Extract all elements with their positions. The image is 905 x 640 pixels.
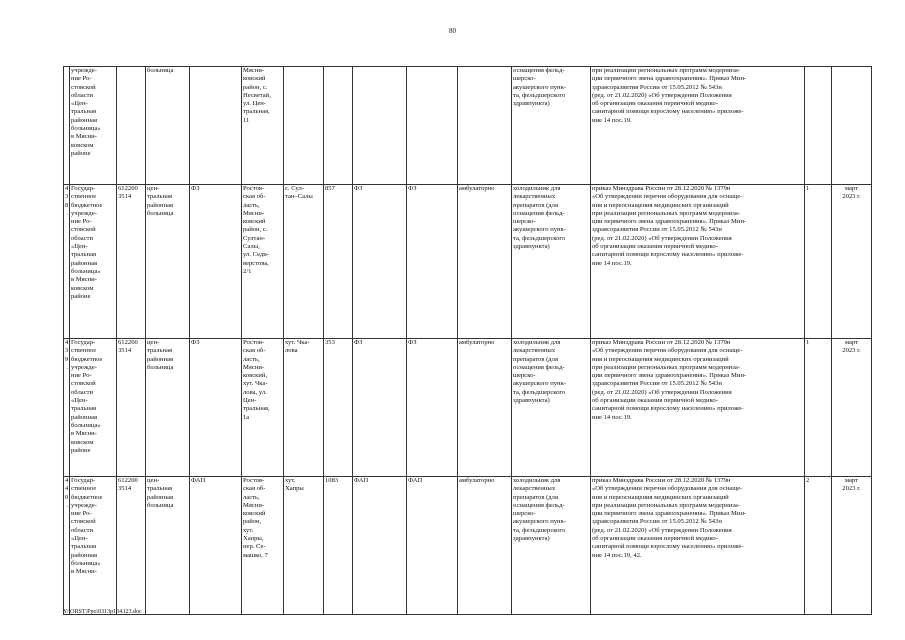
organization-code-cell: 612200 3514 bbox=[117, 185, 146, 339]
parent-organization-cell: цен- тральная районная больница bbox=[146, 339, 190, 477]
legal-basis-cell: приказ Минздрава России от 28.12.2020 № 1379н «Об утверждении перечня оборудования для оснаще- ния и переоснащения медицинских организаций при реализации региональных программ модерниза- ции первичного звена здравоохранения». Приказ Мин- здравсоразвития России от 15.05.2012 № 543н (ред. от 21.02.2020) «Об утверждении Положения об организации оказания первичной медико- санитарной помощи взрослому населению» приложе- ние 14 пос.19. bbox=[591, 185, 805, 339]
equipment-name-cell: холодильник для лекарственных препаратов (для оснащения фельд- шерско- акушерского пунк- та, фельдшерского здравпункта) bbox=[512, 185, 591, 339]
quantity-cell bbox=[805, 67, 832, 185]
unit-kind-secondary-cell: ФЗ bbox=[407, 339, 458, 477]
equipment-name-cell: оснащения фельд- шерско- акушерского пунк- та, фельдшерского здравпункта) bbox=[512, 67, 591, 185]
population-cell bbox=[324, 67, 353, 185]
unit-kind-secondary-cell bbox=[407, 67, 458, 185]
legal-basis-cell: приказ Минздрава России от 28.12.2020 № 1379н «Об утверждении перечня оборудования для оснаще- ния и переоснащения медицинских организаций при реализации региональных программ модерниза- ции первичного звена здравоохранения». Приказ Мин- здравсоразвития России от 15.05.2012 № 543н (ред. от 21.02.2020) «Об утверждении Положения об организации оказания первичной медико- санитарной помощи взрослому населению» приложе- ние 14 пос.19, 42. bbox=[591, 477, 805, 615]
parent-organization-cell: больница bbox=[146, 67, 190, 185]
quantity-cell: 1 bbox=[805, 339, 832, 477]
delivery-date-cell: март 2023 г. bbox=[832, 185, 872, 339]
locality-cell: с. Сул- тан–Салы bbox=[284, 185, 324, 339]
table-row bbox=[64, 339, 872, 477]
organization-code-cell: 612200 3514 bbox=[117, 339, 146, 477]
row-number-cell: 440. bbox=[64, 477, 70, 615]
unit-kind-cell: ФАП bbox=[353, 477, 407, 615]
unit-kind-cell: ФЗ bbox=[353, 339, 407, 477]
parent-organization-cell: цен- тральная районная больница bbox=[146, 477, 190, 615]
page-number: 80 bbox=[449, 27, 456, 35]
file-path-footer: Y:\ORST\Ppo\0313p134.f23.doc bbox=[63, 609, 142, 615]
quantity-cell: 1 bbox=[805, 185, 832, 339]
care-mode-cell: амбулаторно bbox=[458, 339, 512, 477]
table-row bbox=[64, 477, 872, 615]
unit-kind-cell: ФЗ bbox=[353, 185, 407, 339]
population-cell: 857 bbox=[324, 185, 353, 339]
legal-basis-cell: приказ Минздрава России от 28.12.2020 № 1379н «Об утверждении перечня оборудования для оснаще- ния и переоснащения медицинских организаций при реализации региональных программ модерниза- ции первичного звена здравоохранения». Приказ Мин- здравсоразвития России от 15.05.2012 № 543н (ред. от 21.02.2020) «Об утверждении Положения об организации оказания первичной медико- санитарной помощи взрослому населению» приложе- ние 14 пос.19. bbox=[591, 339, 805, 477]
equipment-name-cell: холодильник для лекарственных препаратов (для оснащения фельд- шерско- акушерского пунк- та, фельдшерского здравпункта) bbox=[512, 477, 591, 615]
unit-address-cell: Мясни- ковский район, с. Несветай, ул. Цен- тральная, 11 bbox=[242, 67, 284, 185]
organization-name-cell: Государ- ственное бюджетное учрежде- ние Ро- стовской области «Цен- тральная районная больница» в Мясни- ковском районе bbox=[70, 339, 117, 477]
unit-type-cell: ФЗ bbox=[190, 185, 242, 339]
unit-address-cell: Ростов- ская об- ласть, Мясни- ковский район, хут. Хапры, пер. Се- машко, 7 bbox=[242, 477, 284, 615]
care-mode-cell: амбулаторно bbox=[458, 185, 512, 339]
care-mode-cell bbox=[458, 67, 512, 185]
parent-organization-cell: цен- тральная районная больница bbox=[146, 185, 190, 339]
organization-name-cell: Государ- ственное бюджетное учрежде- ние Ро- стовской области «Цен- тральная районная больница» в Мясни- ковском районе bbox=[70, 185, 117, 339]
unit-type-cell bbox=[190, 67, 242, 185]
organization-code-cell: 612200 3514 bbox=[117, 477, 146, 615]
organization-name-cell: Государ- ственное бюджетное учрежде- ние Ро- стовской области «Цен- тральная районная больница» в Мясни- bbox=[70, 477, 117, 615]
row-number-cell: 438. bbox=[64, 185, 70, 339]
locality-cell: хут. Чка- лова bbox=[284, 339, 324, 477]
locality-cell bbox=[284, 67, 324, 185]
unit-kind-cell bbox=[353, 67, 407, 185]
organization-code-cell bbox=[117, 67, 146, 185]
unit-type-cell: ФЗ bbox=[190, 339, 242, 477]
legal-basis-cell: при реализации региональных программ модерниза- ции первичного звена здравоохранения». Приказ Мин- здравсоразвития России от 15.05.2012 № 543н (ред. от 21.02.2020) «Об утверждении Положения об организации оказания первичной медико- санитарной помощи взрослому населению» приложе- ние 14 пос.19. bbox=[591, 67, 805, 185]
locality-cell: хут. Хапры bbox=[284, 477, 324, 615]
delivery-date-cell: март 2023 г. bbox=[832, 339, 872, 477]
unit-address-cell: Ростов- ская об- ласть, Мясни- ковский район, с. Султан- Салы, ул. Седи- верстова, 2/1 bbox=[242, 185, 284, 339]
delivery-date-cell: март 2023 г. bbox=[832, 477, 872, 615]
unit-kind-secondary-cell: ФЗ bbox=[407, 185, 458, 339]
unit-kind-secondary-cell: ФАП bbox=[407, 477, 458, 615]
unit-type-cell: ФАП bbox=[190, 477, 242, 615]
population-cell: 1083 bbox=[324, 477, 353, 615]
table-row bbox=[64, 185, 872, 339]
row-number-cell: 439. bbox=[64, 339, 70, 477]
population-cell: 353 bbox=[324, 339, 353, 477]
quantity-cell: 2 bbox=[805, 477, 832, 615]
equipment-name-cell: холодильник для лекарственных препаратов (для оснащения фельд- шерско- акушерского пунк- та, фельдшерского здравпункта) bbox=[512, 339, 591, 477]
care-mode-cell: амбулаторно bbox=[458, 477, 512, 615]
delivery-date-cell bbox=[832, 67, 872, 185]
table-row bbox=[64, 67, 872, 185]
organization-name-cell: учрежде- ние Ро- стовской области «Цен- тральная районная больница» в Мясни- ковском районе bbox=[70, 67, 117, 185]
register-table bbox=[63, 66, 872, 615]
unit-address-cell: Ростов- ская об- ласть, Мясни- ковский, хут. Чка- лова, ул. Цен- тральная, 1а bbox=[242, 339, 284, 477]
